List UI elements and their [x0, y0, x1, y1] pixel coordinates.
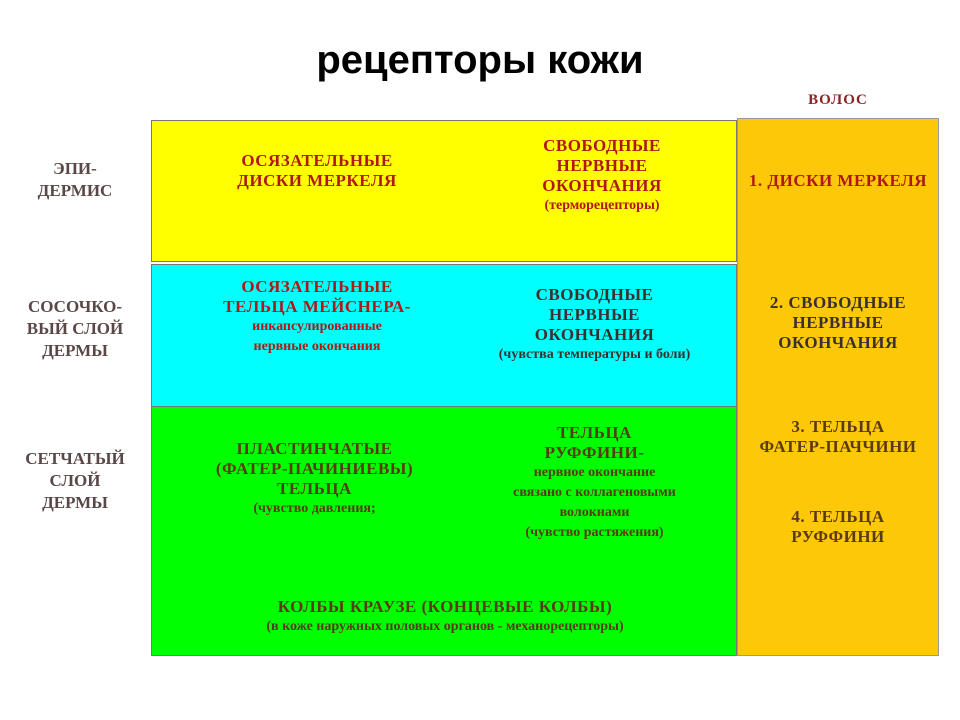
- text-line: связано с коллагеновыми: [513, 485, 676, 500]
- layer-label-line: СЕТЧАТЫЙ: [25, 449, 125, 468]
- text-line: (терморецепторы): [544, 198, 660, 213]
- text-line: СВОБОДНЫЕ: [535, 285, 654, 304]
- hair-merkel-item: 1. ДИСКИ МЕРКЕЛЯ: [748, 171, 928, 190]
- hair-pacini-item: 3. ТЕЛЬЦА ФАТЕР-ПАЧЧИНИ: [759, 417, 917, 456]
- layer-label-line: СЛОЙ: [49, 471, 101, 490]
- text-line: НЕРВНЫЕ: [548, 305, 641, 324]
- krause-bulbs-text: [152, 597, 738, 637]
- layer-label-line: ДЕРМЫ: [42, 493, 108, 512]
- text-line: ОСЯЗАТЕЛЬНЫЕ: [241, 151, 393, 170]
- hair-receptors-box: [737, 118, 939, 656]
- merkel-discs-text: [192, 151, 442, 191]
- text-line: (ФАТЕР-ПАЧИНИЕВЫ): [215, 459, 414, 478]
- text-line: ОКОНЧАНИЯ: [542, 176, 662, 195]
- layer-label-papillary: [0, 296, 150, 362]
- text-line: ПЛАСТИНЧАТЫЕ: [236, 439, 393, 458]
- text-line: РУФФИНИ-: [544, 443, 645, 462]
- layer-label-line: ДЕРМИС: [37, 181, 113, 200]
- text-line: ДИСКИ МЕРКЕЛЯ: [237, 171, 397, 190]
- text-line: СВОБОДНЫЕ: [543, 136, 661, 155]
- text-line: (чувства температуры и боли): [498, 347, 691, 362]
- papillary-layer-box: [151, 264, 737, 407]
- text-line: НЕРВНЫЕ: [556, 156, 648, 175]
- hair-column-title: ВОЛОС: [808, 92, 868, 108]
- text-line: ТЕЛЬЦА МЕЙСНЕРА-: [223, 297, 411, 316]
- hair-free-endings-item: 2. СВОБОДНЫЕ НЕРВНЫЕ ОКОНЧАНИЯ: [769, 293, 907, 352]
- text-line: ОСЯЗАТЕЛЬНЫЕ: [241, 277, 393, 296]
- text-line: ТЕЛЬЦА: [277, 479, 352, 498]
- pacinian-corpuscles-text: [177, 439, 452, 519]
- hair-ruffini-item: 4. ТЕЛЬЦА РУФФИНИ: [791, 507, 885, 546]
- layer-label-epidermis: [0, 158, 150, 202]
- text-line: (чувство давления;: [253, 501, 376, 516]
- text-line: (в коже наружных половых органов - механорецепторы): [266, 619, 624, 634]
- text-line: ТЕЛЬЦА: [557, 423, 632, 442]
- text-line: ОКОНЧАНИЯ: [534, 325, 655, 344]
- epidermis-box: [151, 120, 737, 262]
- meissner-corpuscles-text: [172, 277, 462, 357]
- text-line: инкапсулированные: [252, 319, 382, 334]
- reticular-layer-box: [151, 406, 737, 656]
- layer-label-line: ДЕРМЫ: [42, 341, 108, 360]
- text-line: нервное окончание: [533, 465, 656, 480]
- layer-label-line: СОСОЧКО-: [27, 297, 123, 316]
- layer-label-line: ЭПИ-: [53, 159, 97, 178]
- layer-label-reticular: [0, 448, 150, 514]
- free-endings-papillary-text: [452, 285, 737, 365]
- text-line: (чувство растяжения): [525, 525, 664, 540]
- page-title: рецепторы кожи: [316, 38, 644, 82]
- layer-label-line: ВЫЙ СЛОЙ: [26, 319, 124, 338]
- text-line: нервные окончания: [253, 339, 381, 354]
- free-endings-epidermis-text: [472, 136, 732, 216]
- text-line: волокнами: [559, 505, 630, 520]
- ruffini-corpuscles-text: [452, 423, 737, 543]
- text-line: КОЛБЫ КРАУЗЕ (КОНЦЕВЫЕ КОЛБЫ): [277, 597, 613, 616]
